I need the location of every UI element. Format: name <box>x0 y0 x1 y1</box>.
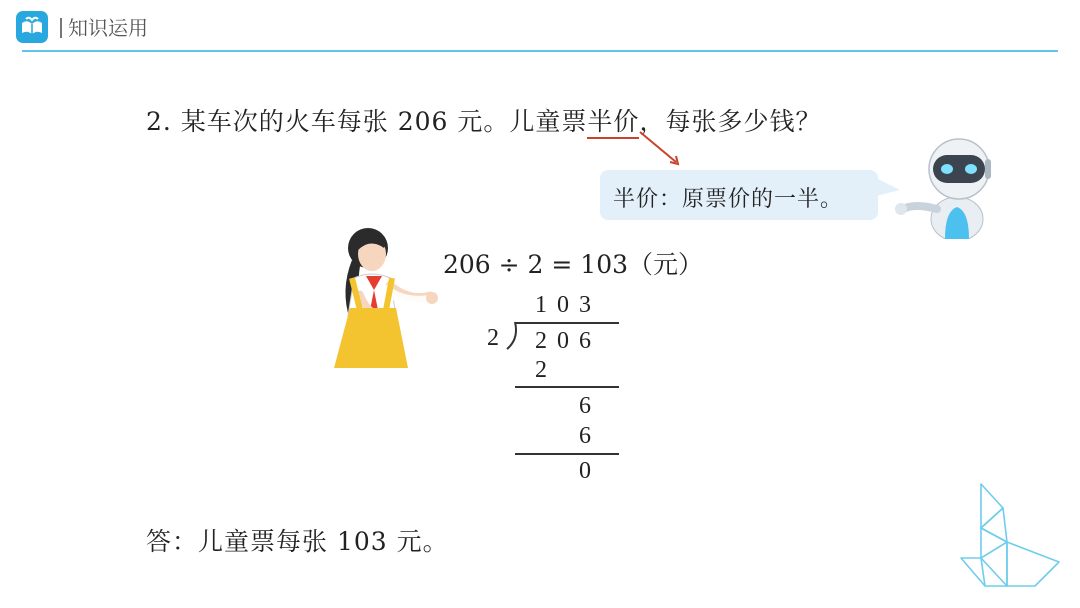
pointer-arrow-icon <box>600 128 690 170</box>
problem-text-suffix: ，每张多少钱？ <box>639 107 822 136</box>
step1-line <box>515 386 619 388</box>
quotient-digit: 3 <box>579 292 591 318</box>
robot-character <box>893 133 993 239</box>
keyword-half-price: 半价 <box>587 108 639 139</box>
dividend-digit: 0 <box>557 328 569 354</box>
answer-text: 答：儿童票每张 103 元。 <box>146 527 449 556</box>
step1-product: 2 <box>535 357 547 383</box>
step2-line <box>515 453 619 455</box>
step2-remainder: 6 <box>579 393 591 419</box>
title-separator <box>60 18 62 38</box>
quotient-digit: 1 <box>535 292 547 318</box>
dividend-digit: 6 <box>579 328 591 354</box>
division-bracket <box>505 321 519 351</box>
divisor: 2 <box>487 325 499 351</box>
equation: 206 ÷ 2 = 103（元） <box>443 250 704 279</box>
hint-text: 半价：原票价的一半。 <box>613 187 844 212</box>
final-remainder: 0 <box>579 458 591 484</box>
tangram-bird-decoration <box>955 478 1063 590</box>
book-logo-icon <box>16 11 48 43</box>
division-bar <box>515 322 619 324</box>
quotient-digit: 0 <box>557 292 569 318</box>
girl-character <box>330 220 440 370</box>
dividend-digit: 2 <box>535 328 547 354</box>
problem-statement <box>146 102 821 139</box>
problem-text-prefix: 2. 某车次的火车每张 206 元。儿童票 <box>146 107 588 136</box>
header-divider <box>22 50 1058 52</box>
section-title-text: 知识运用 <box>68 16 148 40</box>
section-title <box>60 12 148 41</box>
step2-product: 6 <box>579 423 591 449</box>
